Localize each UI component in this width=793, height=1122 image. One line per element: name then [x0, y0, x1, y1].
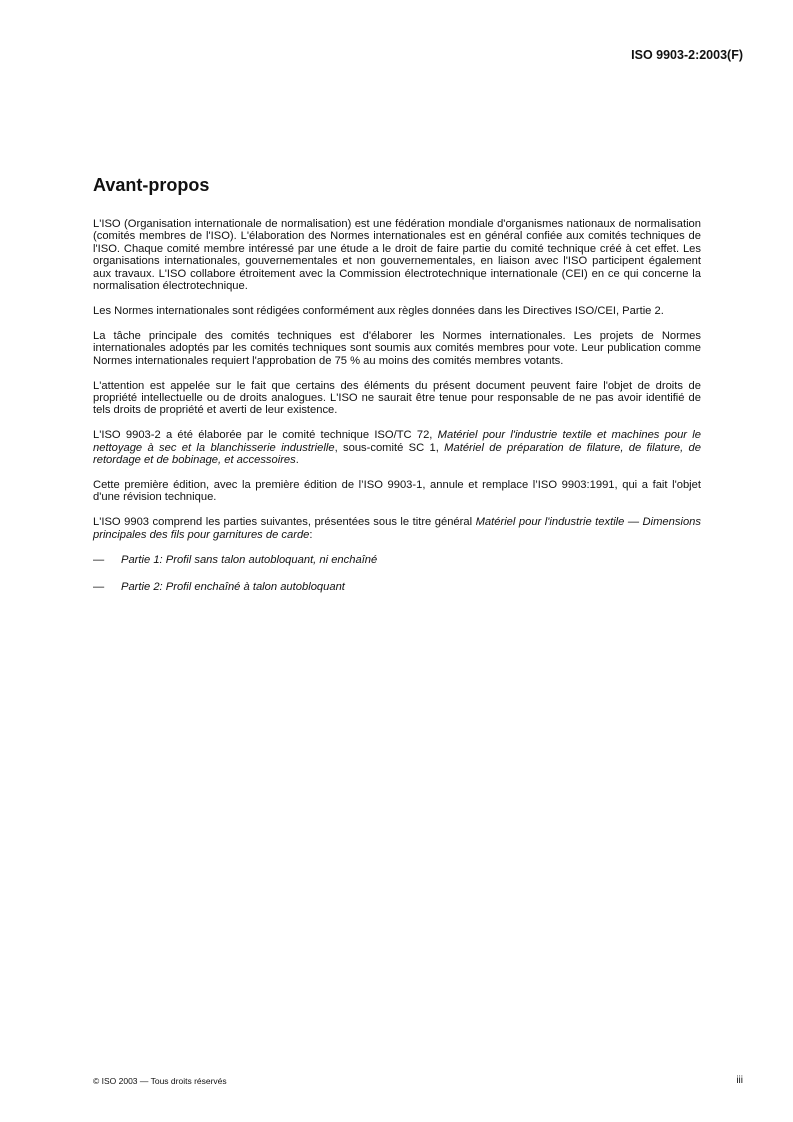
page-title: Avant-propos	[93, 175, 210, 195]
list-dash: —	[93, 553, 105, 566]
prepared-by-text-2: , sous-comité SC 1,	[334, 441, 445, 454]
paragraph-directives: Les Normes internationales sont rédigées conformément aux règles données dans les Directives ISO/CEI, Partie 2.	[93, 304, 664, 317]
paragraph-parts-intro	[93, 516, 701, 541]
subcommittee-title: Matériel de préparation de filature, de filature, de retordage et de bobinage, et accessoires	[93, 441, 701, 467]
foreword-body	[93, 218, 701, 607]
page-number: iii	[736, 1075, 743, 1086]
list-item-label: Partie 1: Profil sans talon autobloquant, ni enchaîné	[121, 553, 378, 566]
general-title: Matériel pour l'industrie textile — Dimensions principales des fils pour garnitures de carde	[93, 516, 701, 541]
prepared-by-text-1: L'ISO 9903-2 a été élaborée par le comité technique ISO/TC 72,	[93, 429, 438, 442]
parts-intro-text-1: L'ISO 9903 comprend les parties suivantes, présentées sous le titre général	[93, 516, 476, 529]
prepared-by-text-3: .	[295, 454, 299, 467]
list-item-label: Partie 2: Profil enchaîné à talon autobloquant	[121, 580, 345, 593]
list-item	[93, 581, 701, 593]
committee-title: Matériel pour l'industrie textile et machines pour le nettoyage à sec et la blanchisserie industrielle	[93, 429, 701, 454]
document-id: ISO 9903-2:2003(F)	[631, 48, 743, 62]
paragraph-patent-rights: L'attention est appelée sur le fait que certains des éléments du présent document peuvent faire l'objet de droits de propriété intellectuelle ou de droits analogues. L'ISO ne saurait être tenue pour responsable de ne pas avoir identifié de tels droits de propriété et averti de leur existence.	[93, 379, 701, 417]
paragraph-organisation: L'ISO (Organisation internationale de normalisation) est une fédération mondiale d'organismes nationaux de normalisation (comités membres de l'ISO). L'élaboration des Normes internationales est en général confiée aux comités techniques de l'ISO. Chaque comité membre intéressé par une étude a le droit de faire partie du comité technique créé à cet effet. Les organisations internationales, gouvernementales et non gouvernementales, en liaison avec l'ISO participent également aux travaux. L'ISO collabore étroitement avec la Commission électrotechnique internationale (CEI) en ce qui concerne la normalisation électrotechnique.	[93, 218, 701, 293]
paragraph-edition: Cette première édition, avec la première édition de l’ISO 9903-1, annule et remplace l’ISO 9903:1991, qui a fait l'objet d'une révision technique.	[93, 479, 701, 504]
paragraph-prepared-by	[93, 429, 701, 466]
footer-copyright: © ISO 2003 — Tous droits réservés	[93, 1076, 227, 1086]
parts-intro-text-2: :	[309, 528, 313, 541]
list-item	[93, 554, 701, 566]
paragraph-technical-committees: La tâche principale des comités techniques est d'élaborer les Normes internationales. Les projets de Normes internationales adoptés par les comités techniques sont soumis aux comités membres pour vote. Leur publication comme Normes internationales requiert l'approbation de 75 % au moins des comités membres votants.	[93, 329, 701, 367]
list-dash: —	[93, 580, 105, 593]
